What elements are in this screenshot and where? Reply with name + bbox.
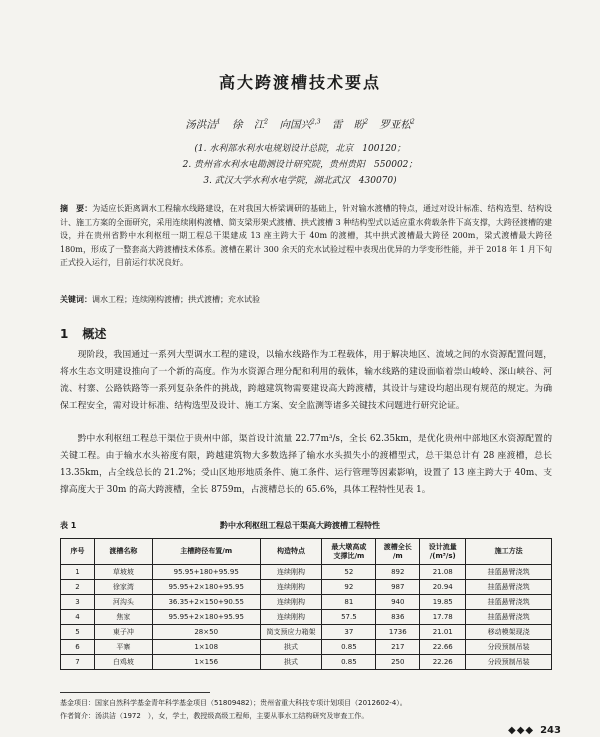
table-cell: 挂篮悬臂浇筑 [466, 580, 552, 595]
table-cell: 1×108 [152, 640, 260, 655]
table-cell: 36.35+2×150+90.55 [152, 595, 260, 610]
table-cell: 挂篮悬臂浇筑 [466, 610, 552, 625]
abstract-label: 摘 要： [60, 204, 93, 213]
table-cell: 19.85 [420, 595, 466, 610]
table-cell: 836 [376, 610, 420, 625]
page-ornament: ◆◆◆ [508, 725, 535, 736]
engineering-table [60, 538, 552, 670]
author-name: 向国兴$^{2,3}$ [279, 118, 321, 131]
table-cell: 217 [376, 640, 420, 655]
table-cell: 21.01 [420, 625, 466, 640]
table-cell: 挂篮悬臂浇筑 [466, 595, 552, 610]
table-cell: 95.95+180+95.95 [152, 565, 260, 580]
table-header-row [61, 539, 552, 565]
table-cell: 22.66 [420, 640, 466, 655]
table-row [61, 625, 552, 640]
table-cell: 95.95+2×180+95.95 [152, 580, 260, 595]
table-header: 渡槽名称 [94, 539, 152, 565]
table-header: 序号 [61, 539, 95, 565]
affiliation-3: 3. 武汉大学水利水电学院，湖北武汉 430070) [203, 176, 397, 186]
table-cell: 52 [322, 565, 376, 580]
table-row [61, 595, 552, 610]
abstract [60, 202, 552, 270]
author-list [0, 117, 600, 132]
table-cell: 17.78 [420, 610, 466, 625]
author-name: 汤洪洁$^1$ [185, 118, 221, 131]
table-cell: 95.95+2×180+95.95 [152, 610, 260, 625]
footnote-author-bio: 作者简介：汤洪洁（1972 ），女，学士，教授级高级工程师，主要从事水工结构研究及审查工作。 [60, 712, 369, 720]
table-row [61, 640, 552, 655]
table-header: 构造特点 [260, 539, 322, 565]
table-header: 施工方法 [466, 539, 552, 565]
table-cell: 拱式 [260, 655, 322, 670]
table-cell: 草坡坡 [94, 565, 152, 580]
table-row [61, 580, 552, 595]
keywords-label: 关键词： [60, 295, 92, 304]
table-cell: 连续刚构 [260, 580, 322, 595]
abstract-text: 为适应长距离调水工程输水线路建设，在对我国大桥梁调研的基础上，针对输水渡槽的特点，通过对设计标准、结构选型、结构设计、施工方案的全面研究，采用连续刚构渡槽、简支梁形架式渡槽、拱式渡槽 3 种结构型式以适应重水荷载条件下高支撑，大跨径渡槽的建设，并在贵州省黔中水利枢纽一期工程总干渠建成 13 座主跨大于 40m 的渡槽，其中拱式渡槽最大跨径 200m，梁式渡槽最大跨径 180m，形成了一整套高大跨渡槽技术体系。渡槽在累计 300 余天的充水试验过程中表现出优异的力学变形性能，并于 2018 年 1 月下旬正式投入运行，目前运行状况良好。 [60, 204, 553, 268]
table-row [61, 610, 552, 625]
table-cell: 分段预制吊装 [466, 640, 552, 655]
table-cell: 5 [61, 625, 95, 640]
footnote-divider [60, 692, 210, 693]
footnote-funding: 基金项目：国家自然科学基金青年科学基金项目（51809482）；贵州省重大科技专项计划项目（2012602-4）。 [60, 699, 407, 707]
table-cell: 20.94 [420, 580, 466, 595]
table-row [61, 565, 552, 580]
table-cell: 连续刚构 [260, 595, 322, 610]
table-cell: 4 [61, 610, 95, 625]
table-cell: 37 [322, 625, 376, 640]
table-cell: 2 [61, 580, 95, 595]
table-cell: 挂篮悬臂浇筑 [466, 565, 552, 580]
author-name: 徐 江$^2$ [231, 118, 269, 131]
table-cell: 940 [376, 595, 420, 610]
table-cell: 21.08 [420, 565, 466, 580]
table-title: 黔中水利枢纽工程总干渠高大跨渡槽工程特性 [220, 521, 380, 530]
table-cell: 250 [376, 655, 420, 670]
table-cell: 6 [61, 640, 95, 655]
table-cell: 1×156 [152, 655, 260, 670]
table-cell: 892 [376, 565, 420, 580]
table-label: 表 1 [60, 521, 77, 530]
author-name: 罗亚松$^2$ [379, 118, 415, 131]
table-cell: 7 [61, 655, 95, 670]
table-cell: 0.85 [322, 655, 376, 670]
affiliation-2: 2. 贵州省水利水电勘测设计研究院，贵州贵阳 550002； [182, 160, 418, 170]
table-cell: 28×50 [152, 625, 260, 640]
table-cell: 22.26 [420, 655, 466, 670]
table-header: 主槽跨径布置/m [152, 539, 260, 565]
keywords-text: 调水工程；连续刚构渡槽；拱式渡槽；充水试验 [92, 295, 260, 304]
table-cell: 拱式 [260, 640, 322, 655]
table-cell: 徐家湾 [94, 580, 152, 595]
table-cell: 河沟头 [94, 595, 152, 610]
table-cell: 1736 [376, 625, 420, 640]
table-cell: 分段预制吊装 [466, 655, 552, 670]
body-paragraph-1: 现阶段，我国通过一系列大型调水工程的建设，以输水线路作为工程载体，用于解决地区、流域之间的水资源配置问题，将水生态文明建设推向了一个新的高度。作为水资源合理分配和利用的载体，输水线路的建设面临着崇山峻岭、深山峡谷、河流、村寨、公路铁路等一系列复杂条件的挑战，跨越建筑物需要建设高大跨渡槽，其设计与建设均超出现有规范的规定。为确保工程安全，需对设计标准、结构选型及设计、施工方案、安全监测等诸多关键技术问题进行研究论证。 [60, 350, 552, 411]
table-cell: 连续刚构 [260, 565, 322, 580]
table-header: 渡槽全长 /m [376, 539, 420, 565]
table-cell: 白鸡坡 [94, 655, 152, 670]
table-cell: 3 [61, 595, 95, 610]
table-cell: 连续刚构 [260, 610, 322, 625]
table-header: 设计流量 /(m³/s) [420, 539, 466, 565]
table-cell: 焦家 [94, 610, 152, 625]
page-number: ◆◆◆ 243 [508, 725, 561, 736]
table-cell: 57.5 [322, 610, 376, 625]
paper-title: 高大跨渡槽技术要点 [218, 73, 381, 92]
author-name: 雷 盼$^2$ [331, 118, 369, 131]
table-cell: 简支预应力箱架 [260, 625, 322, 640]
table-cell: 0.85 [322, 640, 376, 655]
table-cell: 1 [61, 565, 95, 580]
table-cell: 81 [322, 595, 376, 610]
table-header: 最大墩高或 支撑比/m [322, 539, 376, 565]
table-cell: 987 [376, 580, 420, 595]
table-cell: 東子冲 [94, 625, 152, 640]
keywords [60, 294, 552, 305]
table-cell: 平寨 [94, 640, 152, 655]
section-heading: 1 概述 [60, 327, 107, 341]
body-paragraph-2: 黔中水利枢纽工程总干渠位于贵州中部，渠首设计流量 22.77m³/s，全长 62.35km，是优化贵州中部地区水资源配置的关键工程。由于输水水头裕度有限，跨越建筑物大多数选择了输水水头损失小的渡槽型式，总干渠总计有 28 座渡槽，总长 13.35km，占全线总长的 21.2%；受山区地形地质条件、施工条件、运行管理等因素影响，设置了 13 座主跨大于 40m、支撑高度大于 30m 的高大跨渡槽，全长 8759m，占渡槽总长的 65.6%，具体工程特性见表 1。 [60, 434, 552, 495]
table-cell: 移动模架现浇 [466, 625, 552, 640]
table-row [61, 655, 552, 670]
table-cell: 92 [322, 580, 376, 595]
affiliation-1: (1. 水利部水利水电规划设计总院，北京 100120； [194, 144, 406, 154]
